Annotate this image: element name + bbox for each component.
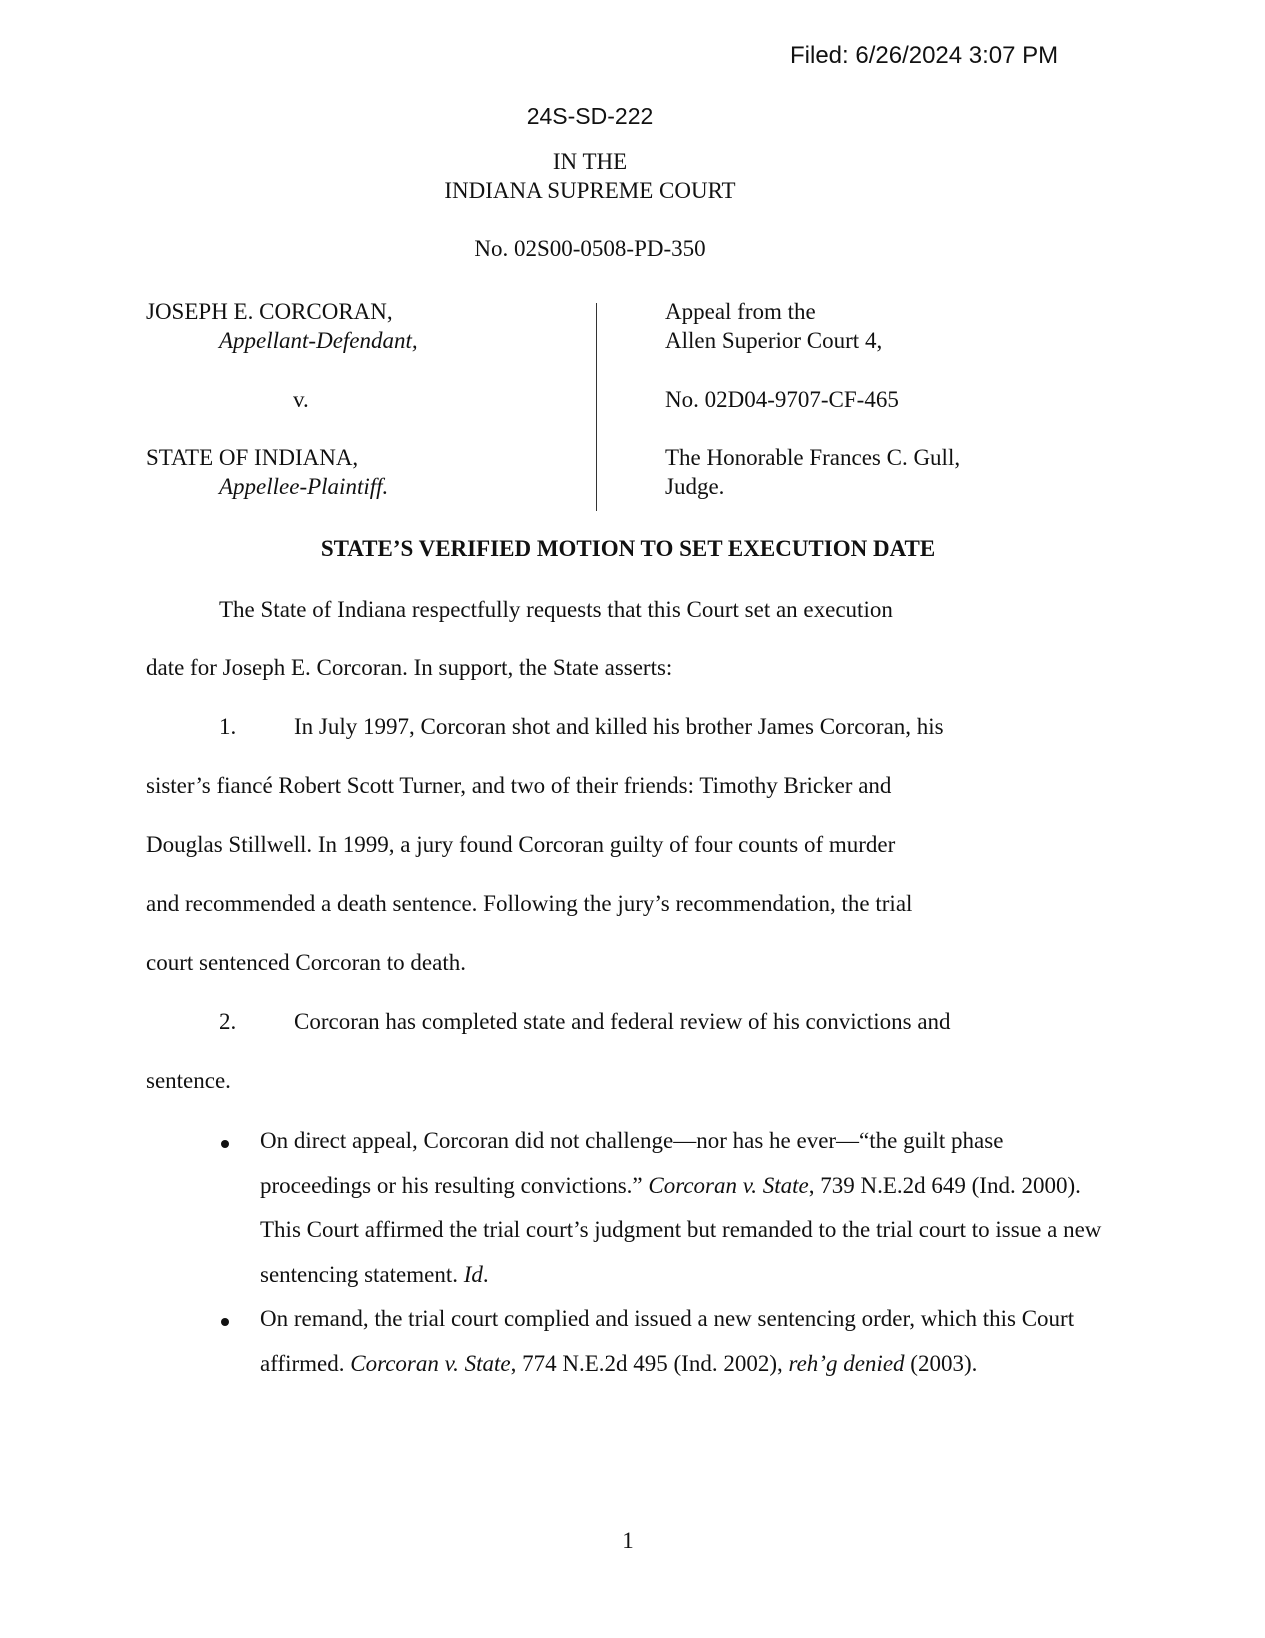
para2-number: 2.	[219, 1009, 237, 1034]
para1-line1: In July 1997, Corcoran shot and killed his brother James Corcoran, his	[294, 714, 944, 739]
bullet-1-citation: Corcoran v. State	[648, 1172, 809, 1198]
bullet-2-text: On remand, the trial court complied and issued a new sentencing order, which this Court affirmed.	[260, 1306, 1075, 1376]
versus: v.	[293, 387, 309, 412]
court-heading-line2: INDIANA SUPREME COURT	[444, 178, 736, 203]
appellant-role: Appellant-Defendant,	[219, 328, 418, 353]
bullet-1-text-cont: , 739 N.E.2d 649 (Ind. 2000). This Court affirmed the trial court’s judgment but remanded to the trial court to issue a new sentencing statement.	[260, 1172, 1102, 1287]
supreme-court-case-number: No. 02S00-0508-PD-350	[474, 236, 706, 261]
lower-court-case-number: No. 02D04-9707-CF-465	[665, 387, 899, 412]
bullet-dot	[221, 1318, 229, 1326]
page-number: 1	[622, 1528, 634, 1553]
bullet-1-text: On direct appeal, Corcoran did not challenge—nor has he ever—“the guilt phase proceedings or his resulting convictions.”	[260, 1128, 1004, 1198]
appeal-from-line1: Appeal from the	[665, 299, 816, 324]
appellant-name: JOSEPH E. CORCORAN,	[146, 299, 393, 324]
bullet-2-citation: Corcoran v. State	[350, 1350, 511, 1376]
para1-line2: sister’s fiancé Robert Scott Turner, and two of their friends: Timothy Bricker and	[146, 773, 892, 798]
appeal-from-line2: Allen Superior Court 4,	[665, 328, 883, 353]
bullet-dot	[221, 1140, 229, 1148]
appellee-name: STATE OF INDIANA,	[146, 445, 359, 470]
para2-line1: Corcoran has completed state and federal review of his convictions and	[294, 1009, 951, 1034]
appellee-role: Appellee-Plaintiff.	[219, 474, 389, 499]
judge-line2: Judge.	[665, 474, 725, 499]
intro-line1: The State of Indiana respectfully requests that this Court set an execution	[219, 597, 893, 622]
bullet-1-end: .	[482, 1261, 489, 1287]
para1-line3: Douglas Stillwell. In 1999, a jury found Corcoran guilty of four counts of murder	[146, 832, 896, 857]
caption-divider	[596, 303, 597, 511]
motion-title: STATE’S VERIFIED MOTION TO SET EXECUTION DATE	[320, 536, 936, 561]
judge-line1: The Honorable Frances C. Gull,	[665, 445, 961, 470]
bullet-1-id: Id	[463, 1261, 483, 1287]
bullet-2-rehearing: reh’g denied	[788, 1350, 905, 1376]
bullet-2-end: (2003).	[904, 1350, 978, 1376]
intro-line2: date for Joseph E. Corcoran. In support, the State asserts:	[146, 655, 673, 680]
para1-line5: court sentenced Corcoran to death.	[146, 950, 466, 975]
court-heading-line1: IN THE	[552, 149, 628, 174]
para2-line2: sentence.	[146, 1068, 231, 1093]
filed-stamp: Filed: 6/26/2024 3:07 PM	[790, 42, 1059, 69]
bullet-2-text-cont: , 774 N.E.2d 495 (Ind. 2002),	[510, 1350, 789, 1376]
bullet-item-direct-appeal	[260, 1119, 1110, 1297]
para1-line4: and recommended a death sentence. Following the jury’s recommendation, the trial	[146, 891, 913, 916]
docket-id: 24S-SD-222	[526, 103, 654, 129]
bullet-item-remand	[260, 1297, 1110, 1386]
para1-number: 1.	[219, 714, 237, 739]
